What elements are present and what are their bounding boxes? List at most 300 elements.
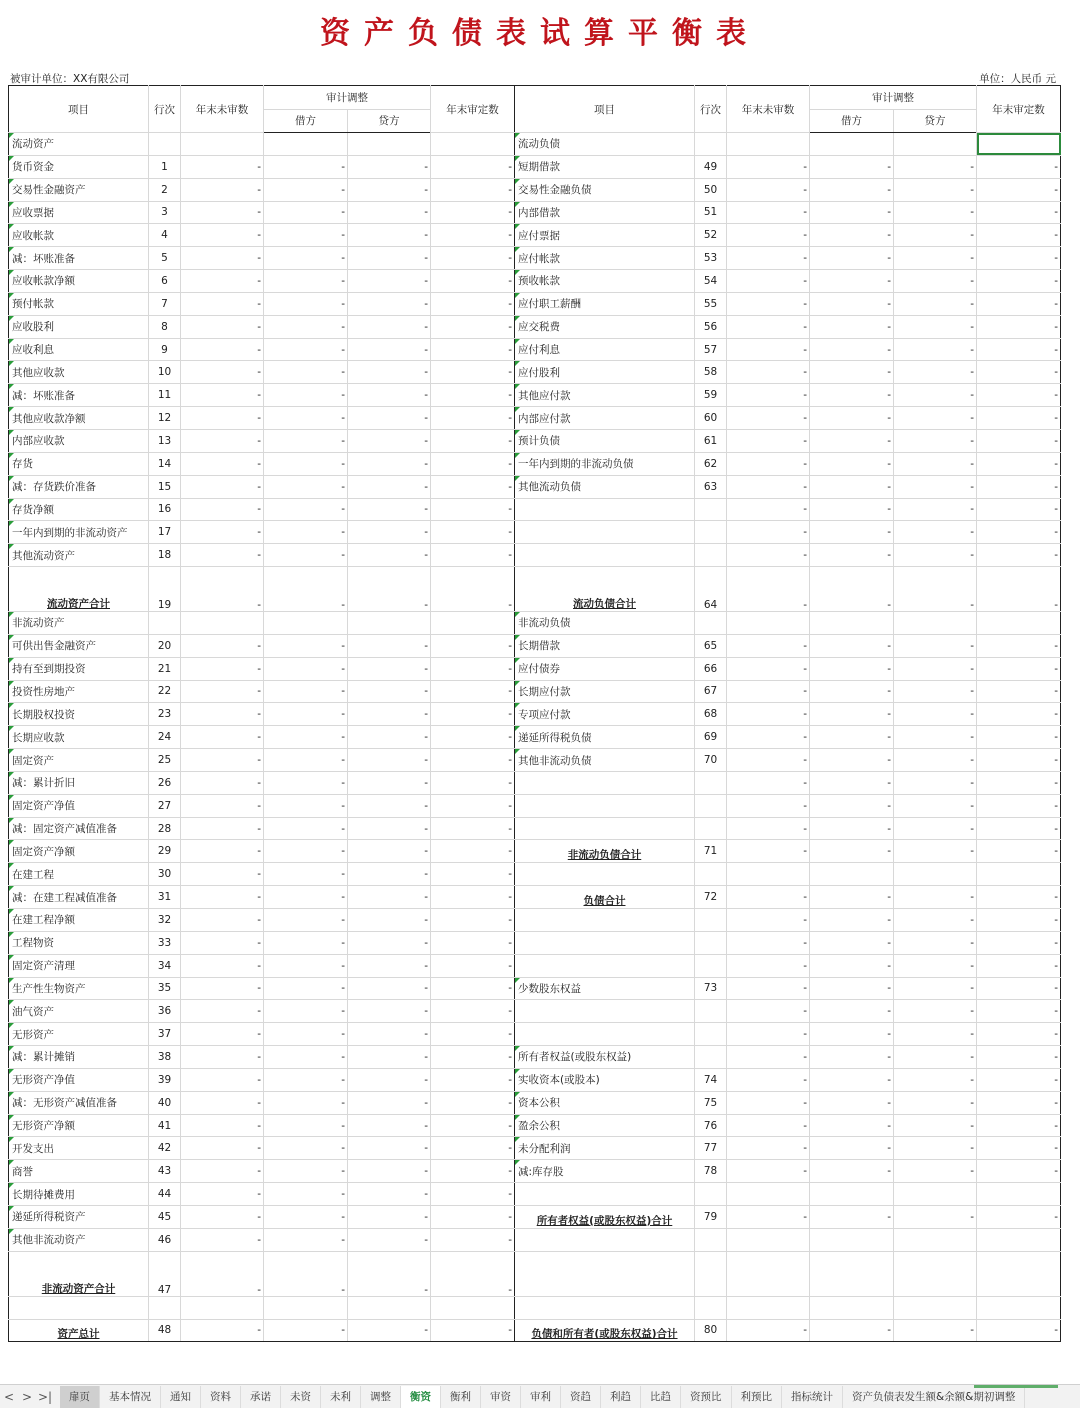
liability-unaudited-value[interactable]: - <box>727 749 810 772</box>
asset-audited-value[interactable]: - <box>431 1137 515 1160</box>
liability-item-cell[interactable] <box>515 771 695 794</box>
liability-debit-value[interactable]: - <box>810 1068 894 1091</box>
liability-audited-value[interactable] <box>977 1183 1061 1206</box>
asset-line-number[interactable]: 48 <box>149 1319 181 1342</box>
liability-credit-value[interactable]: - <box>894 954 977 977</box>
liability-unaudited-value[interactable]: - <box>727 634 810 657</box>
asset-line-number[interactable]: 1 <box>149 155 181 178</box>
liability-credit-value[interactable]: - <box>894 1114 977 1137</box>
sheet-tab[interactable]: 指标统计 <box>782 1386 843 1408</box>
asset-line-number[interactable]: 45 <box>149 1205 181 1228</box>
asset-item-cell[interactable]: 减：固定资产减值准备 <box>9 817 149 840</box>
liability-debit-value[interactable]: - <box>810 452 894 475</box>
liability-unaudited-value[interactable]: - <box>727 567 810 612</box>
asset-credit-value[interactable]: - <box>348 703 431 726</box>
asset-item-cell[interactable]: 油气资产 <box>9 1000 149 1023</box>
liability-item-cell[interactable]: 其他应付款 <box>515 384 695 407</box>
asset-audited-value[interactable]: - <box>431 771 515 794</box>
asset-credit-value[interactable]: - <box>348 452 431 475</box>
asset-debit-value[interactable]: - <box>264 567 348 612</box>
liability-audited-value[interactable]: - <box>977 498 1061 521</box>
asset-unaudited-value[interactable]: - <box>181 247 264 270</box>
asset-unaudited-value[interactable]: - <box>181 1046 264 1069</box>
asset-audited-value[interactable]: - <box>431 384 515 407</box>
liability-item-cell[interactable]: 长期借款 <box>515 634 695 657</box>
asset-line-number[interactable]: 8 <box>149 315 181 338</box>
liability-item-cell[interactable] <box>515 931 695 954</box>
liability-credit-value[interactable] <box>894 1251 977 1296</box>
asset-audited-value[interactable]: - <box>431 794 515 817</box>
liability-audited-value[interactable] <box>977 612 1061 635</box>
liability-line-number[interactable]: 76 <box>695 1114 727 1137</box>
liability-debit-value[interactable]: - <box>810 567 894 612</box>
asset-audited-value[interactable]: - <box>431 178 515 201</box>
asset-debit-value[interactable]: - <box>264 270 348 293</box>
liability-item-cell[interactable]: 应付债券 <box>515 657 695 680</box>
asset-credit-value[interactable]: - <box>348 634 431 657</box>
asset-debit-value[interactable]: - <box>264 794 348 817</box>
liability-audited-value[interactable]: - <box>977 817 1061 840</box>
asset-credit-value[interactable]: - <box>348 954 431 977</box>
liability-line-number[interactable]: 69 <box>695 726 727 749</box>
liability-item-cell[interactable]: 长期应付款 <box>515 680 695 703</box>
liability-item-cell[interactable] <box>515 794 695 817</box>
liability-item-cell[interactable]: 内部借款 <box>515 201 695 224</box>
asset-debit-value[interactable]: - <box>264 954 348 977</box>
liability-item-cell[interactable]: 其他流动负债 <box>515 475 695 498</box>
asset-debit-value[interactable]: - <box>264 338 348 361</box>
liability-audited-value[interactable]: - <box>977 155 1061 178</box>
liability-debit-value[interactable]: - <box>810 954 894 977</box>
liability-unaudited-value[interactable]: - <box>727 680 810 703</box>
liability-credit-value[interactable]: - <box>894 292 977 315</box>
liability-credit-value[interactable]: - <box>894 1205 977 1228</box>
liability-unaudited-value[interactable] <box>727 1228 810 1251</box>
liability-audited-value[interactable]: - <box>977 361 1061 384</box>
asset-line-number[interactable]: 43 <box>149 1160 181 1183</box>
asset-debit-value[interactable] <box>264 133 348 156</box>
liability-line-number[interactable]: 61 <box>695 429 727 452</box>
asset-audited-value[interactable]: - <box>431 749 515 772</box>
asset-credit-value[interactable]: - <box>348 338 431 361</box>
asset-line-number[interactable]: 47 <box>149 1251 181 1296</box>
asset-credit-value[interactable]: - <box>348 863 431 886</box>
liability-audited-value[interactable]: - <box>977 680 1061 703</box>
asset-debit-value[interactable]: - <box>264 1205 348 1228</box>
asset-item-cell[interactable]: 应收利息 <box>9 338 149 361</box>
tab-nav-prev-icon[interactable]: < <box>3 1389 15 1404</box>
liability-line-number[interactable] <box>695 771 727 794</box>
liability-unaudited-value[interactable]: - <box>727 657 810 680</box>
liability-unaudited-value[interactable]: - <box>727 1160 810 1183</box>
asset-audited-value[interactable]: - <box>431 1046 515 1069</box>
liability-audited-value[interactable]: - <box>977 771 1061 794</box>
liability-item-cell[interactable]: 递延所得税负债 <box>515 726 695 749</box>
asset-item-cell[interactable]: 无形资产净值 <box>9 1068 149 1091</box>
asset-item-cell[interactable]: 一年内到期的非流动资产 <box>9 521 149 544</box>
asset-item-cell[interactable]: 固定资产 <box>9 749 149 772</box>
liability-credit-value[interactable]: - <box>894 429 977 452</box>
asset-audited-value[interactable]: - <box>431 361 515 384</box>
liability-debit-value[interactable]: - <box>810 817 894 840</box>
asset-credit-value[interactable]: - <box>348 817 431 840</box>
liability-audited-value[interactable]: - <box>977 567 1061 612</box>
liability-audited-value[interactable]: - <box>977 1000 1061 1023</box>
liability-unaudited-value[interactable] <box>727 1251 810 1296</box>
liability-debit-value[interactable]: - <box>810 475 894 498</box>
asset-unaudited-value[interactable]: - <box>181 201 264 224</box>
asset-line-number[interactable]: 6 <box>149 270 181 293</box>
asset-audited-value[interactable]: - <box>431 1114 515 1137</box>
liability-audited-value[interactable]: - <box>977 521 1061 544</box>
liability-audited-value[interactable]: - <box>977 224 1061 247</box>
liability-debit-value[interactable]: - <box>810 429 894 452</box>
sheet-tab[interactable]: 资趋 <box>561 1386 601 1408</box>
asset-audited-value[interactable]: - <box>431 886 515 909</box>
liability-credit-value[interactable]: - <box>894 1046 977 1069</box>
asset-item-cell[interactable]: 减：无形资产减值准备 <box>9 1091 149 1114</box>
asset-unaudited-value[interactable]: - <box>181 1023 264 1046</box>
asset-audited-value[interactable]: - <box>431 315 515 338</box>
liability-item-cell[interactable]: 应付票据 <box>515 224 695 247</box>
liability-unaudited-value[interactable]: - <box>727 794 810 817</box>
liability-credit-value[interactable]: - <box>894 726 977 749</box>
liability-line-number[interactable]: 65 <box>695 634 727 657</box>
liability-credit-value[interactable]: - <box>894 840 977 863</box>
liability-unaudited-value[interactable]: - <box>727 544 810 567</box>
liability-item-cell[interactable]: 应交税费 <box>515 315 695 338</box>
asset-unaudited-value[interactable]: - <box>181 1205 264 1228</box>
liability-audited-value[interactable]: - <box>977 634 1061 657</box>
liability-audited-value[interactable]: - <box>977 201 1061 224</box>
asset-line-number[interactable] <box>149 1296 181 1319</box>
asset-credit-value[interactable]: - <box>348 384 431 407</box>
liability-audited-value[interactable]: - <box>977 315 1061 338</box>
asset-line-number[interactable]: 20 <box>149 634 181 657</box>
liability-line-number[interactable]: 79 <box>695 1205 727 1228</box>
asset-item-cell[interactable]: 固定资产清理 <box>9 954 149 977</box>
liability-unaudited-value[interactable]: - <box>727 1091 810 1114</box>
liability-unaudited-value[interactable]: - <box>727 224 810 247</box>
asset-credit-value[interactable]: - <box>348 657 431 680</box>
liability-debit-value[interactable]: - <box>810 407 894 430</box>
asset-credit-value[interactable]: - <box>348 1137 431 1160</box>
asset-item-cell[interactable]: 非流动资产 <box>9 612 149 635</box>
liability-audited-value[interactable]: - <box>977 429 1061 452</box>
asset-audited-value[interactable]: - <box>431 155 515 178</box>
asset-debit-value[interactable]: - <box>264 1068 348 1091</box>
liability-debit-value[interactable]: - <box>810 680 894 703</box>
liability-credit-value[interactable]: - <box>894 886 977 909</box>
asset-unaudited-value[interactable]: - <box>181 1319 264 1342</box>
liability-debit-value[interactable]: - <box>810 270 894 293</box>
asset-line-number[interactable]: 10 <box>149 361 181 384</box>
liability-line-number[interactable]: 66 <box>695 657 727 680</box>
liability-line-number[interactable] <box>695 1023 727 1046</box>
asset-audited-value[interactable]: - <box>431 1251 515 1296</box>
asset-debit-value[interactable]: - <box>264 475 348 498</box>
liability-debit-value[interactable]: - <box>810 498 894 521</box>
asset-unaudited-value[interactable]: - <box>181 1068 264 1091</box>
asset-credit-value[interactable]: - <box>348 886 431 909</box>
liability-line-number[interactable]: 78 <box>695 1160 727 1183</box>
asset-credit-value[interactable]: - <box>348 407 431 430</box>
liability-credit-value[interactable]: - <box>894 361 977 384</box>
liability-line-number[interactable] <box>695 931 727 954</box>
liability-item-cell[interactable]: 内部应付款 <box>515 407 695 430</box>
liability-line-number[interactable] <box>695 521 727 544</box>
liability-item-cell[interactable]: 应付利息 <box>515 338 695 361</box>
liability-unaudited-value[interactable]: - <box>727 1000 810 1023</box>
asset-credit-value[interactable]: - <box>348 794 431 817</box>
asset-line-number[interactable]: 17 <box>149 521 181 544</box>
liability-line-number[interactable] <box>695 498 727 521</box>
liability-unaudited-value[interactable]: - <box>727 1205 810 1228</box>
liability-item-cell[interactable]: 交易性金融负债 <box>515 178 695 201</box>
asset-credit-value[interactable]: - <box>348 475 431 498</box>
tab-nav-last-icon[interactable]: >| <box>37 1389 53 1404</box>
asset-unaudited-value[interactable]: - <box>181 931 264 954</box>
asset-debit-value[interactable]: - <box>264 840 348 863</box>
liability-item-cell[interactable] <box>515 954 695 977</box>
liability-line-number[interactable] <box>695 794 727 817</box>
liability-audited-value[interactable]: - <box>977 1114 1061 1137</box>
asset-audited-value[interactable]: - <box>431 817 515 840</box>
liability-line-number[interactable]: 77 <box>695 1137 727 1160</box>
asset-line-number[interactable]: 9 <box>149 338 181 361</box>
asset-debit-value[interactable]: - <box>264 224 348 247</box>
liability-item-cell[interactable]: 所有者权益(或股东权益) <box>515 1046 695 1069</box>
asset-unaudited-value[interactable]: - <box>181 270 264 293</box>
liability-audited-value[interactable]: - <box>977 726 1061 749</box>
asset-line-number[interactable]: 34 <box>149 954 181 977</box>
liability-line-number[interactable] <box>695 909 727 932</box>
asset-line-number[interactable]: 46 <box>149 1228 181 1251</box>
asset-debit-value[interactable]: - <box>264 817 348 840</box>
asset-credit-value[interactable]: - <box>348 292 431 315</box>
liability-item-cell[interactable] <box>515 909 695 932</box>
liability-item-cell[interactable] <box>515 817 695 840</box>
asset-item-cell[interactable]: 固定资产净值 <box>9 794 149 817</box>
liability-unaudited-value[interactable]: - <box>727 498 810 521</box>
liability-item-cell[interactable]: 流动负债合计 <box>515 567 695 612</box>
liability-audited-value[interactable] <box>977 863 1061 886</box>
liability-unaudited-value[interactable]: - <box>727 817 810 840</box>
liability-line-number[interactable] <box>695 1228 727 1251</box>
liability-unaudited-value[interactable] <box>727 1183 810 1206</box>
liability-unaudited-value[interactable]: - <box>727 361 810 384</box>
asset-unaudited-value[interactable]: - <box>181 657 264 680</box>
asset-line-number[interactable]: 22 <box>149 680 181 703</box>
asset-credit-value[interactable]: - <box>348 931 431 954</box>
asset-audited-value[interactable]: - <box>431 1228 515 1251</box>
liability-audited-value[interactable]: - <box>977 886 1061 909</box>
asset-line-number[interactable]: 30 <box>149 863 181 886</box>
liability-debit-value[interactable]: - <box>810 931 894 954</box>
liability-debit-value[interactable]: - <box>810 749 894 772</box>
liability-audited-value[interactable]: - <box>977 1137 1061 1160</box>
asset-unaudited-value[interactable]: - <box>181 840 264 863</box>
liability-line-number[interactable]: 62 <box>695 452 727 475</box>
asset-unaudited-value[interactable]: - <box>181 567 264 612</box>
liability-credit-value[interactable]: - <box>894 817 977 840</box>
asset-line-number[interactable]: 27 <box>149 794 181 817</box>
liability-unaudited-value[interactable]: - <box>727 703 810 726</box>
liability-credit-value[interactable]: - <box>894 703 977 726</box>
liability-debit-value[interactable]: - <box>810 201 894 224</box>
asset-credit-value[interactable]: - <box>348 771 431 794</box>
asset-unaudited-value[interactable]: - <box>181 771 264 794</box>
liability-audited-value[interactable]: - <box>977 749 1061 772</box>
asset-credit-value[interactable]: - <box>348 155 431 178</box>
liability-line-number[interactable]: 73 <box>695 977 727 1000</box>
liability-credit-value[interactable]: - <box>894 1000 977 1023</box>
liability-line-number[interactable]: 51 <box>695 201 727 224</box>
asset-credit-value[interactable]: - <box>348 1251 431 1296</box>
asset-debit-value[interactable]: - <box>264 292 348 315</box>
liability-unaudited-value[interactable]: - <box>727 247 810 270</box>
liability-audited-value[interactable] <box>977 1228 1061 1251</box>
liability-audited-value[interactable]: - <box>977 1319 1061 1342</box>
asset-debit-value[interactable]: - <box>264 703 348 726</box>
asset-unaudited-value[interactable] <box>181 1296 264 1319</box>
asset-audited-value[interactable]: - <box>431 270 515 293</box>
liability-debit-value[interactable]: - <box>810 178 894 201</box>
liability-credit-value[interactable]: - <box>894 1160 977 1183</box>
liability-item-cell[interactable]: 减:库存股 <box>515 1160 695 1183</box>
liability-item-cell[interactable]: 实收资本(或股本) <box>515 1068 695 1091</box>
liability-audited-value[interactable] <box>977 1251 1061 1296</box>
asset-debit-value[interactable]: - <box>264 1114 348 1137</box>
asset-unaudited-value[interactable]: - <box>181 794 264 817</box>
liability-audited-value[interactable]: - <box>977 840 1061 863</box>
asset-line-number[interactable]: 5 <box>149 247 181 270</box>
asset-credit-value[interactable]: - <box>348 1183 431 1206</box>
liability-audited-value[interactable]: - <box>977 1046 1061 1069</box>
liability-line-number[interactable]: 80 <box>695 1319 727 1342</box>
liability-unaudited-value[interactable]: - <box>727 1137 810 1160</box>
asset-unaudited-value[interactable]: - <box>181 726 264 749</box>
liability-line-number[interactable] <box>695 954 727 977</box>
asset-credit-value[interactable] <box>348 133 431 156</box>
liability-unaudited-value[interactable]: - <box>727 292 810 315</box>
asset-credit-value[interactable]: - <box>348 1160 431 1183</box>
asset-debit-value[interactable]: - <box>264 155 348 178</box>
liability-line-number[interactable]: 50 <box>695 178 727 201</box>
liability-debit-value[interactable]: - <box>810 1046 894 1069</box>
liability-line-number[interactable] <box>695 1296 727 1319</box>
sheet-tab[interactable]: 衡利 <box>441 1386 481 1408</box>
liability-audited-value[interactable]: - <box>977 544 1061 567</box>
asset-unaudited-value[interactable]: - <box>181 1251 264 1296</box>
liability-debit-value[interactable]: - <box>810 794 894 817</box>
asset-unaudited-value[interactable]: - <box>181 1114 264 1137</box>
liability-line-number[interactable] <box>695 1046 727 1069</box>
asset-unaudited-value[interactable]: - <box>181 338 264 361</box>
sheet-tab[interactable]: 利趋 <box>601 1386 641 1408</box>
asset-line-number[interactable]: 12 <box>149 407 181 430</box>
liability-item-cell[interactable]: 少数股东权益 <box>515 977 695 1000</box>
asset-unaudited-value[interactable]: - <box>181 817 264 840</box>
liability-credit-value[interactable]: - <box>894 315 977 338</box>
asset-unaudited-value[interactable]: - <box>181 886 264 909</box>
asset-debit-value[interactable]: - <box>264 680 348 703</box>
liability-debit-value[interactable]: - <box>810 886 894 909</box>
asset-item-cell[interactable]: 无形资产净额 <box>9 1114 149 1137</box>
asset-item-cell[interactable]: 固定资产净额 <box>9 840 149 863</box>
asset-line-number[interactable] <box>149 133 181 156</box>
liability-debit-value[interactable] <box>810 863 894 886</box>
asset-audited-value[interactable]: - <box>431 247 515 270</box>
asset-item-cell[interactable]: 资产总计 <box>9 1319 149 1342</box>
liability-debit-value[interactable]: - <box>810 338 894 361</box>
liability-line-number[interactable]: 74 <box>695 1068 727 1091</box>
liability-line-number[interactable]: 58 <box>695 361 727 384</box>
liability-debit-value[interactable]: - <box>810 384 894 407</box>
liability-debit-value[interactable]: - <box>810 361 894 384</box>
asset-unaudited-value[interactable]: - <box>181 521 264 544</box>
liability-item-cell[interactable] <box>515 521 695 544</box>
liability-credit-value[interactable]: - <box>894 498 977 521</box>
liability-unaudited-value[interactable]: - <box>727 1114 810 1137</box>
asset-debit-value[interactable]: - <box>264 1023 348 1046</box>
asset-audited-value[interactable]: - <box>431 407 515 430</box>
asset-item-cell[interactable]: 长期待摊费用 <box>9 1183 149 1206</box>
asset-audited-value[interactable]: - <box>431 1205 515 1228</box>
asset-credit-value[interactable]: - <box>348 361 431 384</box>
asset-credit-value[interactable]: - <box>348 1228 431 1251</box>
liability-credit-value[interactable] <box>894 612 977 635</box>
liability-unaudited-value[interactable]: - <box>727 338 810 361</box>
liability-debit-value[interactable]: - <box>810 771 894 794</box>
asset-unaudited-value[interactable]: - <box>181 224 264 247</box>
liability-debit-value[interactable]: - <box>810 909 894 932</box>
liability-line-number[interactable]: 70 <box>695 749 727 772</box>
asset-line-number[interactable]: 2 <box>149 178 181 201</box>
asset-item-cell[interactable]: 可供出售金融资产 <box>9 634 149 657</box>
asset-item-cell[interactable]: 其他流动资产 <box>9 544 149 567</box>
sheet-tab[interactable]: 通知 <box>161 1386 201 1408</box>
asset-line-number[interactable]: 15 <box>149 475 181 498</box>
liability-debit-value[interactable] <box>810 1251 894 1296</box>
liability-line-number[interactable]: 56 <box>695 315 727 338</box>
asset-debit-value[interactable]: - <box>264 657 348 680</box>
asset-unaudited-value[interactable]: - <box>181 315 264 338</box>
tab-nav-next-icon[interactable]: > <box>21 1389 33 1404</box>
liability-debit-value[interactable] <box>810 133 894 156</box>
liability-debit-value[interactable]: - <box>810 1091 894 1114</box>
liability-debit-value[interactable]: - <box>810 1137 894 1160</box>
asset-credit-value[interactable]: - <box>348 1205 431 1228</box>
asset-item-cell[interactable]: 非流动资产合计 <box>9 1251 149 1296</box>
sheet-tab[interactable]: 未利 <box>321 1386 361 1408</box>
asset-item-cell[interactable]: 持有至到期投资 <box>9 657 149 680</box>
sheet-tab[interactable]: 审资 <box>481 1386 521 1408</box>
asset-item-cell[interactable]: 其他非流动资产 <box>9 1228 149 1251</box>
asset-credit-value[interactable]: - <box>348 315 431 338</box>
liability-item-cell[interactable]: 专项应付款 <box>515 703 695 726</box>
liability-credit-value[interactable]: - <box>894 178 977 201</box>
liability-line-number[interactable] <box>695 133 727 156</box>
asset-item-cell[interactable]: 减：在建工程减值准备 <box>9 886 149 909</box>
asset-audited-value[interactable]: - <box>431 977 515 1000</box>
liability-audited-value[interactable] <box>977 133 1061 156</box>
liability-debit-value[interactable] <box>810 1183 894 1206</box>
asset-unaudited-value[interactable] <box>181 133 264 156</box>
sheet-tab[interactable]: 衡资 <box>401 1386 441 1408</box>
asset-audited-value[interactable]: - <box>431 498 515 521</box>
liability-item-cell[interactable]: 其他非流动负债 <box>515 749 695 772</box>
